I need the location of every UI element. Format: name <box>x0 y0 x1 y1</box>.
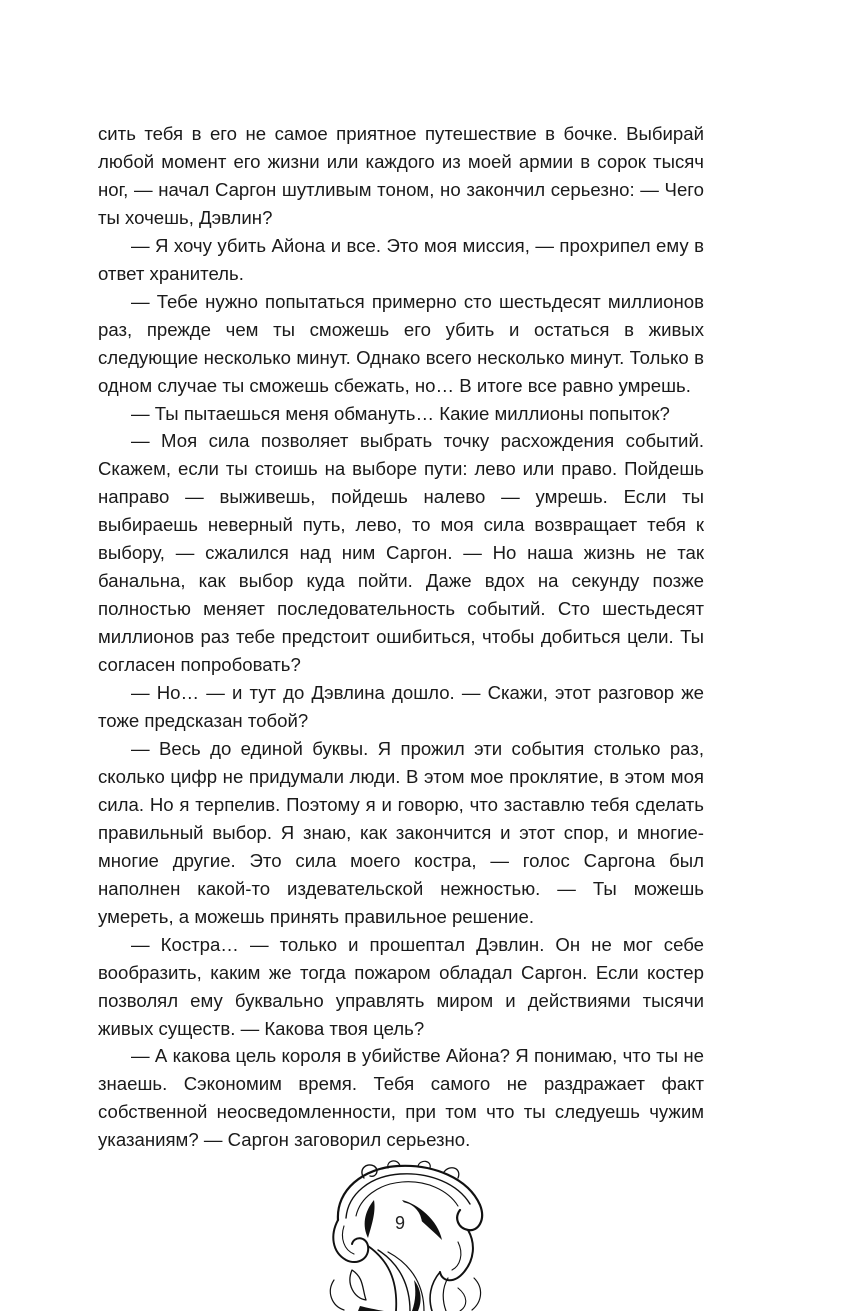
paragraph: — Весь до единой буквы. Я прожил эти события столько раз, сколько цифр не придумали люди. В этом мое проклятие, в этом моя сила. Но я терпелив. Поэтому я и говорю, что заставлю тебя сделать правильный выбор. Я знаю, как закончится и этот спор, и многие-многие другие. Это сила моего костра, — голос Саргона был наполнен какой-то издевательской нежностью. — Ты можешь умереть, а можешь принять правильное решение. <box>98 737 704 927</box>
paragraph: — Моя сила позволяет выбрать точку расхождения событий. Скажем, если ты стоишь на выборе пути: лево или право. Пойдешь направо — выживешь, пойдешь налево — умрешь. Если ты выбираешь неверный путь, лево, то моя сила возвращает тебя к выбору, — сжалился над ним Саргон. — Но наша жизнь не так банальна, как выбор куда пойти. Даже вдох на секунду позже полностью меняет последовательность событий. Сто шестьдесят миллионов раз тебе предстоит ошибиться, чтобы добиться цели. Ты согласен попробовать? <box>98 430 704 676</box>
paragraph: — Тебе нужно попытаться примерно сто шестьдесят миллионов раз, прежде чем ты сможешь его убить и остаться в живых следующие несколько минут. Однако всего несколько минут. Только в одном случае ты сможешь сбежать, но… В итоге все равно умрешь. <box>98 290 704 396</box>
page-number: 9 <box>394 1213 405 1233</box>
paragraph: — Но… — и тут до Дэвлина дошло. — Скажи, этот разговор же тоже предсказан тобой? <box>98 682 704 732</box>
paragraph: — Я хочу убить Айона и все. Это моя миссия, — прохрипел ему в ответ хранитель. <box>98 234 704 284</box>
body-text <box>98 120 704 1154</box>
paragraph-continuation: сить тебя в его не самое приятное путешествие в бочке. Выбирай любой момент его жизни или каждого из моей армии в сорок тысяч ног, — начал Саргон шутливым тоном, но закончил серьезно: — Чего ты хочешь, Дэвлин? <box>98 123 704 228</box>
paragraph: — А какова цель короля в убийстве Айона? Я понимаю, что ты не знаешь. Сэкономим время. Тебя самого не раздражает факт собственной неосведомленности, при том что ты следуешь чужим указаниям? — Саргон заговорил серьезно. <box>98 1045 704 1151</box>
wave-ornament-icon <box>318 1160 494 1311</box>
paragraph: — Ты пытаешься меня обмануть… Какие миллионы попыток? <box>131 402 670 424</box>
paragraph: — Костра… — только и прошептал Дэвлин. Он не мог себе вообразить, каким же тогда пожаром обладал Саргон. Если костер позволял ему буквально управлять миром и действиями тысячи живых существ. — Какова твоя цель? <box>98 933 704 1039</box>
